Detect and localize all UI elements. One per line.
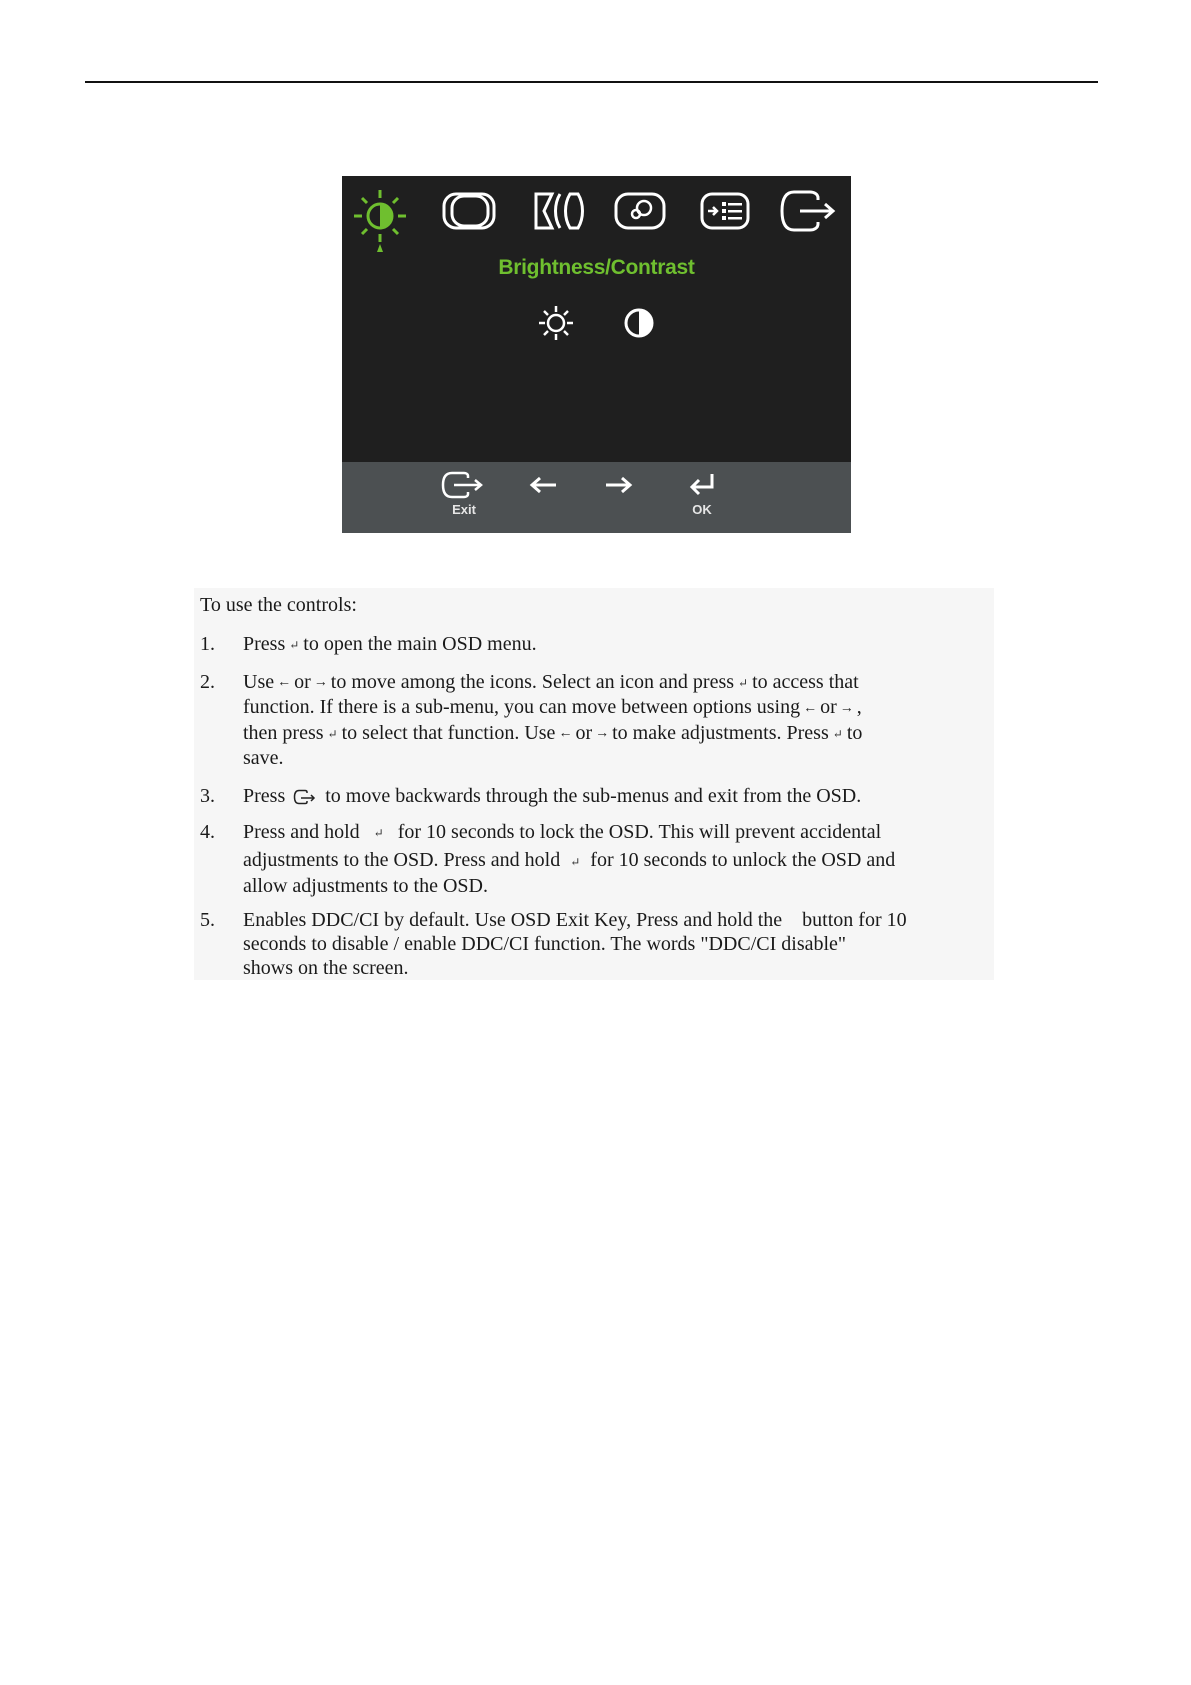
brightness-contrast-icon [350,186,410,246]
right-arrow-icon: → [839,700,854,716]
osd-menu-title: Brightness/Contrast [498,256,695,279]
step-text: function. If there is a sub-menu, you can move between options using [243,696,801,719]
step-number: 5. [200,909,215,931]
step-text: to [846,721,863,744]
brightness-icon [536,303,576,343]
left-arrow-icon: ← [277,675,292,691]
exit-label: Exit [452,502,476,517]
step-text: to move backwards through the sub-menus and exit from the OSD. [325,785,862,807]
exit-icon [778,186,838,246]
step-number: 2. [200,671,215,693]
step-text: or [820,696,837,719]
step-text: or [294,671,311,693]
right-arrow-icon [600,470,640,500]
enter-icon [682,470,722,500]
right-arrow-button[interactable] [590,470,650,526]
step-text: to move among the icons. Select an icon and press [330,671,735,693]
left-arrow-icon: ← [558,726,573,742]
ok-button[interactable] [672,470,732,526]
step-text: adjustments to the OSD. Press and hold [243,849,561,872]
step-text: Press [243,633,286,655]
enter-icon: ↵ [327,727,338,742]
step-text: shows on the screen. [243,957,409,979]
step-text: to select that function. Use [341,721,556,744]
step-number: 3. [200,785,215,807]
step-text: Press [243,785,286,807]
enter-icon: ↵ [373,826,384,841]
exit-button[interactable] [434,470,494,526]
exit-icon [293,789,317,805]
step-text: , [856,696,862,719]
contrast-icon [619,303,659,343]
image-properties-icon [612,186,672,246]
step-text: or [575,721,593,744]
step-text: to make adjustments. Press [612,721,829,744]
enter-icon: ↵ [738,676,749,691]
osd-button-bar [342,462,851,533]
options-icon [698,186,758,246]
step-text: seconds to disable / enable DDC/CI function. The words "DDC/CI disable" [243,933,847,955]
step-text: save. [243,747,284,770]
osd-icon-row [342,186,851,246]
step-text: to access that [752,671,859,693]
image-setup-icon [530,186,590,246]
exit-icon [440,470,488,500]
top-rule [85,81,1098,83]
step-text: to open the main OSD menu. [303,633,537,655]
step-text: Press and hold [243,821,360,843]
enter-icon: ↵ [570,854,581,869]
step-text: Enables DDC/CI by default. Use OSD Exit Key, Press and hold the button for 10 [243,909,907,931]
left-arrow-icon: ← [803,700,818,716]
right-arrow-icon: → [313,675,328,691]
step-number: 4. [200,821,215,843]
left-arrow-icon [522,470,562,500]
step-text: then press [243,721,324,744]
instructions-intro: To use the controls: [200,594,357,616]
step-number: 1. [200,633,215,655]
right-arrow-icon: → [595,726,610,742]
instructions-block [194,588,994,980]
step-text: for 10 seconds to lock the OSD. This will prevent accidental [397,821,882,843]
image-position-icon [440,186,500,246]
step-text: Use [243,671,275,693]
enter-icon: ↵ [289,638,300,653]
osd-menu-screenshot [342,176,851,533]
left-arrow-button[interactable] [512,470,572,526]
step-text: allow adjustments to the OSD. [243,874,488,897]
enter-icon: ↵ [832,727,843,742]
ok-label: OK [692,502,712,517]
step-text: for 10 seconds to unlock the OSD and [590,849,896,872]
